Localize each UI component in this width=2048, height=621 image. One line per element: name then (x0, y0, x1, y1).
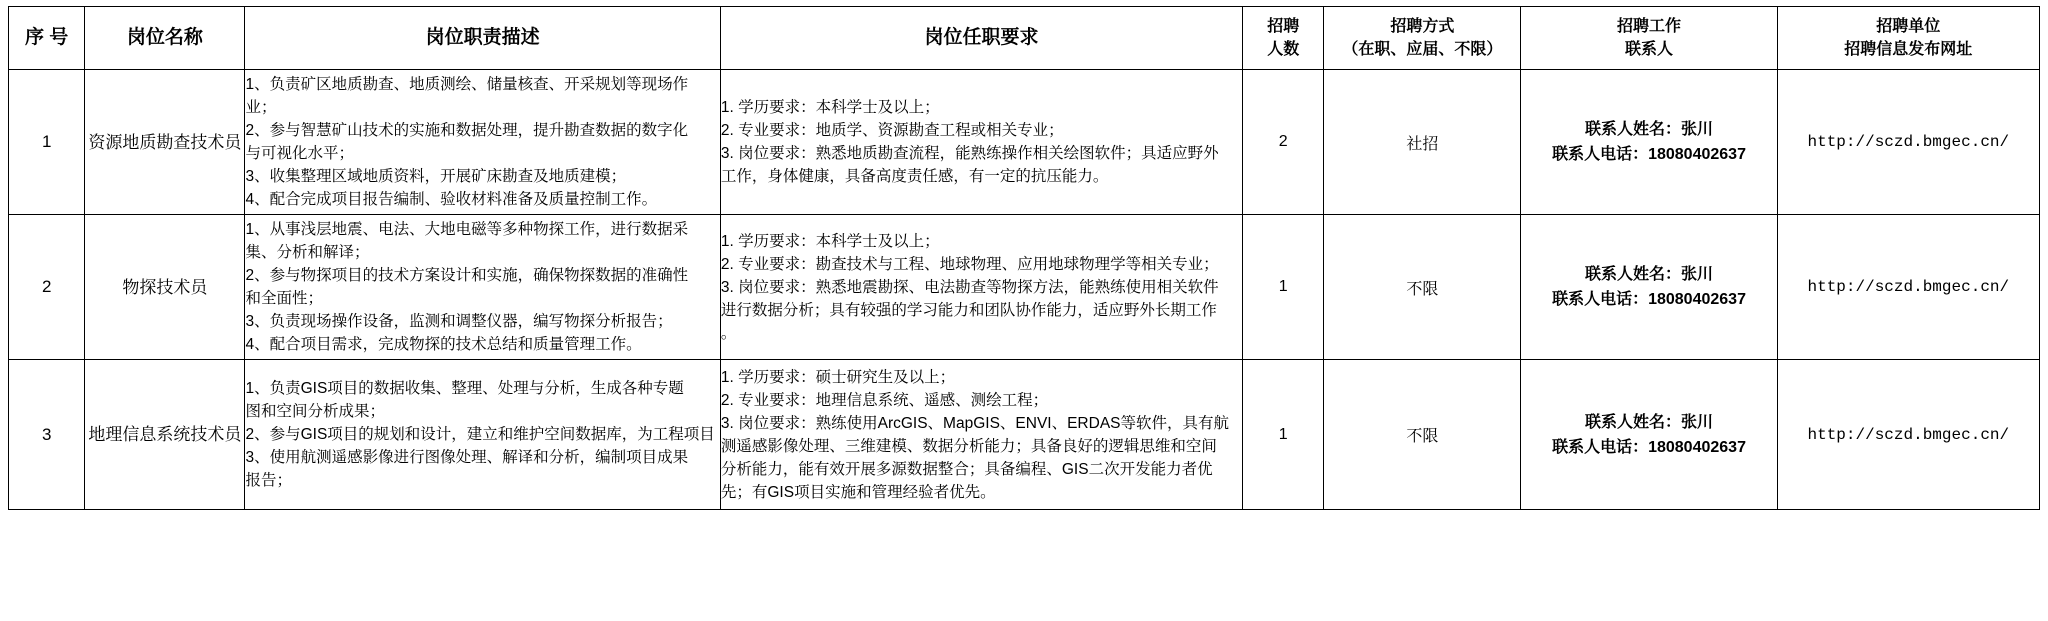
cell-mode: 不限 (1324, 215, 1521, 360)
duty-line: 业； (245, 99, 277, 116)
req-line: 2. 专业要求：地质学、资源勘查工程或相关专业； (720, 122, 1064, 139)
duty-line: 4、配合完成项目报告编制、验收材料准备及质量控制工作。 (245, 191, 658, 208)
header-duty-desc: 岗位职责描述 (245, 7, 720, 70)
contact-phone: 联系人电话：18080402637 (1552, 291, 1746, 308)
cell-requirements (720, 215, 1242, 360)
cell-url[interactable]: http://sczd.bmgec.cn/ (1777, 360, 2039, 510)
cell-duty-desc (245, 215, 720, 360)
contact-name: 联系人姓名：张川 (1585, 413, 1714, 431)
req-line: 1. 学历要求：本科学士及以上； (720, 99, 940, 116)
duty-line: 2、参与物探项目的技术方案设计和实施，确保物探数据的准确性 (245, 267, 689, 284)
cell-mode: 社招 (1324, 70, 1521, 215)
cell-position-name: 物探技术员 (85, 215, 245, 360)
req-line: 进行数据分析；具有较强的学习能力和团队协作能力，适应野外长期工作 (720, 301, 1217, 319)
duty-line: 和全面性； (245, 290, 323, 307)
duty-line: 图和空间分析成果； (245, 403, 385, 420)
req-line: 先；有GIS项目实施和管理经验者优先。 (720, 483, 996, 501)
header-employer-line1: 招聘单位 (1876, 18, 1941, 35)
table-body (9, 70, 2040, 510)
table-row (9, 360, 2040, 510)
cell-requirements (720, 70, 1242, 215)
req-line: 2. 专业要求：地理信息系统、遥感、测绘工程； (720, 391, 1049, 409)
header-headcount-line1: 招聘 (1267, 18, 1300, 35)
table-row (9, 215, 2040, 360)
cell-index: 3 (9, 360, 85, 510)
table-header (9, 7, 2040, 70)
req-line: 3. 岗位要求：熟悉地质勘查流程，能熟练操作相关绘图软件；具适应野外 (720, 145, 1219, 162)
header-requirements: 岗位任职要求 (720, 7, 1242, 70)
cell-index: 1 (9, 70, 85, 215)
cell-mode: 不限 (1324, 360, 1521, 510)
cell-contact (1521, 360, 1777, 510)
cell-contact (1521, 70, 1777, 215)
header-mode-line1: 招聘方式 (1390, 18, 1455, 35)
req-line: 3. 岗位要求：熟悉地震勘探、电法勘查等物探方法，能熟练使用相关软件 (720, 278, 1219, 296)
cell-duty-desc (245, 70, 720, 215)
contact-name: 联系人姓名：张川 (1585, 266, 1714, 283)
duty-line: 集、分析和解译； (245, 244, 370, 261)
req-line: 1. 学历要求：硕士研究生及以上； (720, 368, 956, 386)
cell-headcount: 1 (1243, 215, 1324, 360)
contact-phone: 联系人电话：18080402637 (1552, 438, 1746, 456)
req-line: 测遥感影像处理、三维建模、数据分析能力；具备良好的逻辑思维和空间 (720, 437, 1217, 455)
cell-headcount: 1 (1243, 360, 1324, 510)
header-index: 序 号 (9, 7, 85, 70)
req-line: 工作，身体健康，具备高度责任感，有一定的抗压能力。 (720, 168, 1109, 185)
duty-line: 与可视化水平； (245, 145, 354, 162)
duty-line: 3、负责现场操作设备，监测和调整仪器，编写物探分析报告； (245, 313, 673, 330)
cell-headcount: 2 (1243, 70, 1324, 215)
duty-line: 2、参与智慧矿山技术的实施和数据处理，提升勘查数据的数字化 (245, 122, 689, 139)
req-line: 分析能力，能有效开展多源数据整合；具备编程、GIS二次开发能力者优 (720, 460, 1213, 478)
duty-line: 3、收集整理区域地质资料，开展矿床勘查及地质建模； (245, 168, 627, 185)
cell-requirements (720, 360, 1242, 510)
duty-line: 1、负责矿区地质勘查、地质测绘、储量核查、开采规划等现场作 (245, 76, 689, 93)
cell-index: 2 (9, 215, 85, 360)
cell-duty-desc (245, 360, 720, 510)
duty-line: 报告； (245, 472, 292, 489)
req-line: 。 (720, 324, 737, 342)
header-mode (1324, 7, 1521, 70)
header-headcount-line2: 人数 (1267, 41, 1300, 58)
header-position-name: 岗位名称 (85, 7, 245, 70)
header-headcount (1243, 7, 1324, 70)
header-mode-line2: （在职、应届、不限） (1342, 41, 1503, 58)
header-row (9, 7, 2040, 70)
duty-line: 1、从事浅层地震、电法、大地电磁等多种物探工作，进行数据采 (245, 221, 689, 238)
duty-line: 1、负责GIS项目的数据收集、整理、处理与分析，生成各种专题 (245, 380, 684, 397)
header-contact (1521, 7, 1777, 70)
header-employer (1777, 7, 2039, 70)
duty-line: 3、使用航测遥感影像进行图像处理、解译和分析，编制项目成果 (245, 449, 689, 466)
cell-url[interactable]: http://sczd.bmgec.cn/ (1777, 215, 2039, 360)
cell-position-name: 资源地质勘查技术员 (85, 70, 245, 215)
cell-contact (1521, 215, 1777, 360)
contact-name: 联系人姓名：张川 (1585, 121, 1714, 138)
cell-url[interactable]: http://sczd.bmgec.cn/ (1777, 70, 2039, 215)
table-row (9, 70, 2040, 215)
duty-line: 4、配合项目需求，完成物探的技术总结和质量管理工作。 (245, 336, 642, 353)
req-line: 1. 学历要求：本科学士及以上； (720, 232, 940, 250)
req-line: 3. 岗位要求：熟练使用ArcGIS、MapGIS、ENVI、ERDAS等软件，具有航 (720, 414, 1229, 432)
recruitment-table (8, 6, 2040, 510)
header-employer-line2: 招聘信息发布网址 (1844, 41, 1973, 58)
duty-line: 2、参与GIS项目的规划和设计，建立和维护空间数据库，为工程项目 (245, 426, 715, 443)
cell-position-name: 地理信息系统技术员 (85, 360, 245, 510)
header-contact-line2: 联系人 (1625, 41, 1674, 58)
contact-phone: 联系人电话：18080402637 (1552, 146, 1746, 163)
header-contact-line1: 招聘工作 (1617, 18, 1682, 35)
req-line: 2. 专业要求：勘查技术与工程、地球物理、应用地球物理学等相关专业； (720, 255, 1219, 273)
